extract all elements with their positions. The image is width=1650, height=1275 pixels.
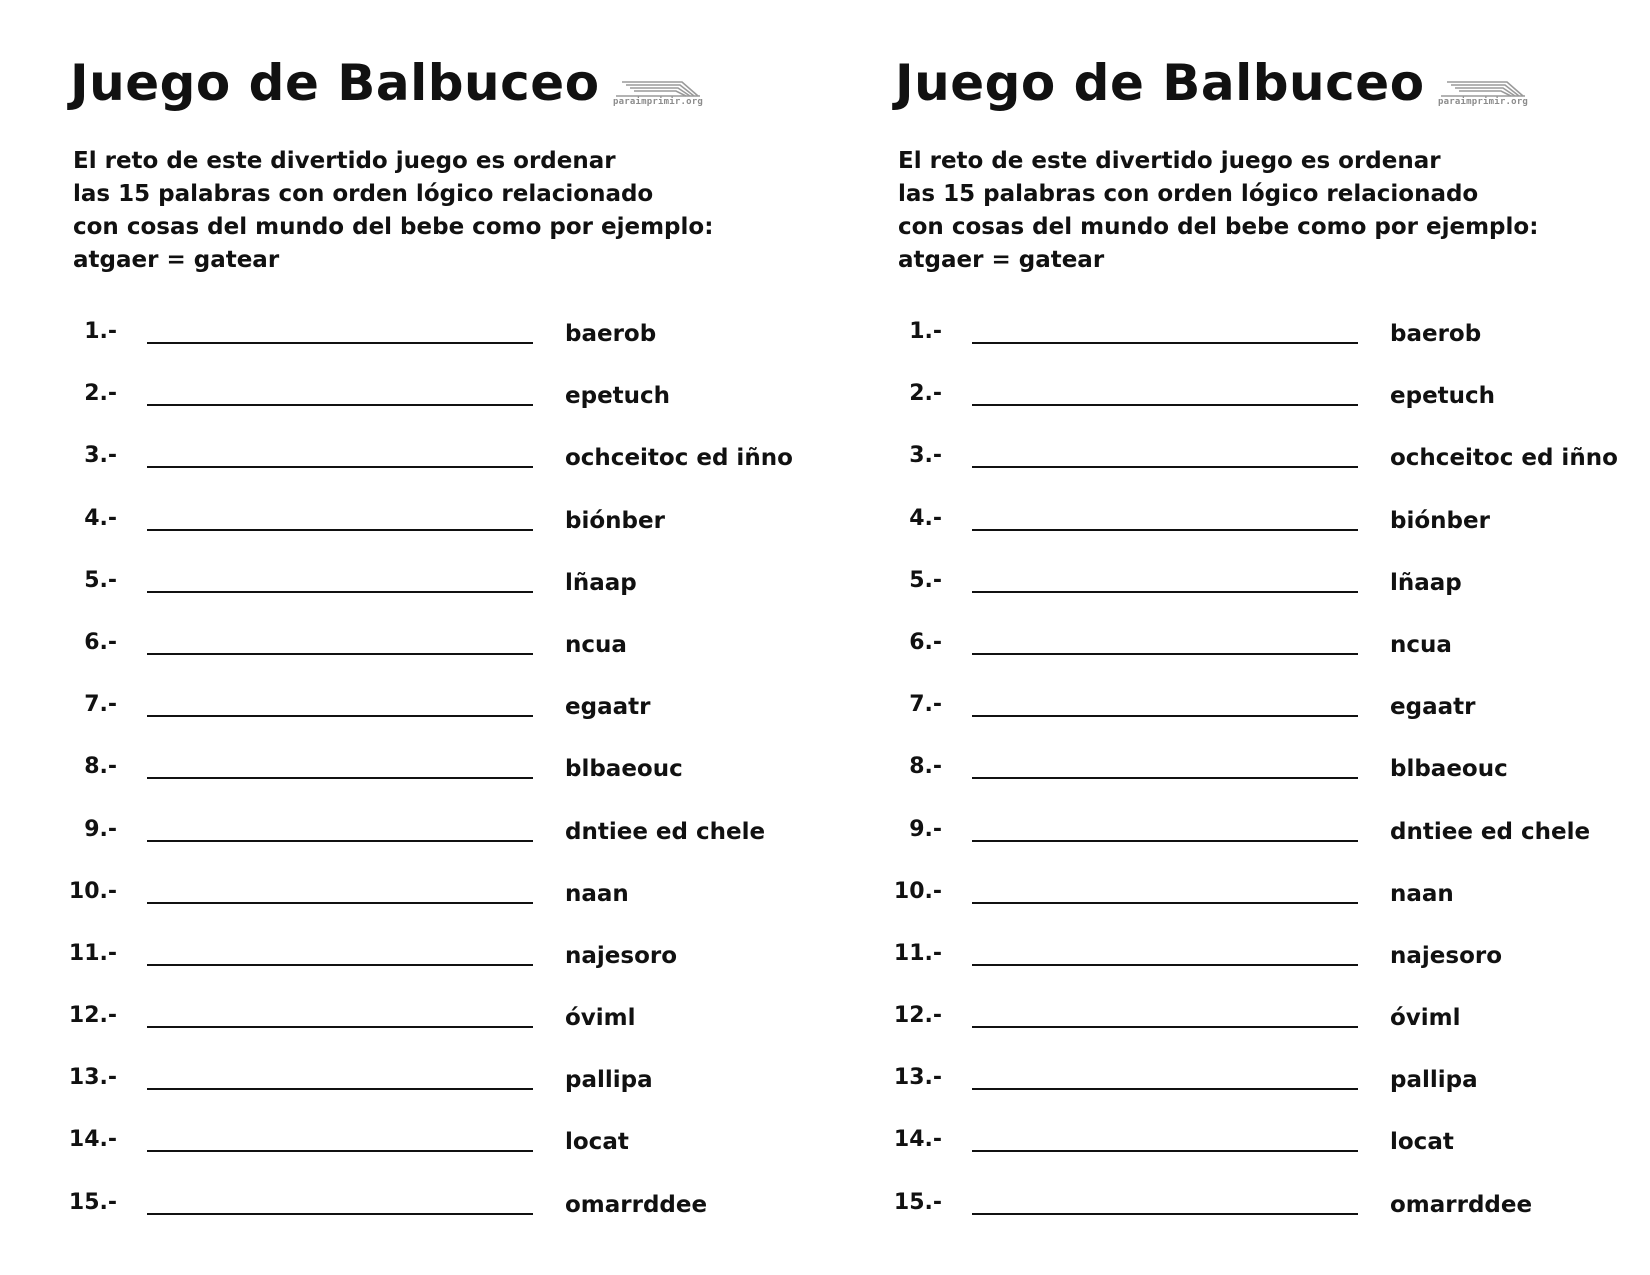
scrambled-word: óviml <box>565 1005 636 1032</box>
scrambled-word: naan <box>1390 880 1454 907</box>
answer-line <box>972 1026 1358 1028</box>
item-number: 11.- <box>68 940 117 966</box>
list-item <box>0 1187 825 1249</box>
item-number: 13.- <box>68 1065 117 1091</box>
list-item <box>825 1062 1650 1124</box>
answer-line <box>972 840 1358 842</box>
item-number: 13.- <box>893 1065 942 1091</box>
scrambled-word: locat <box>565 1129 629 1156</box>
scrambled-word: lñaap <box>1390 569 1462 596</box>
answer-line <box>147 342 533 344</box>
item-number: 12.- <box>893 1003 942 1029</box>
answer-line <box>147 715 533 717</box>
item-number: 4.- <box>84 505 117 531</box>
scrambled-word: najesoro <box>1390 942 1503 969</box>
answer-line <box>972 591 1358 593</box>
scrambled-word: naan <box>565 880 629 907</box>
answer-line <box>147 529 533 531</box>
item-number: 14.- <box>893 1127 942 1153</box>
item-number: 11.- <box>893 940 942 966</box>
answer-line <box>972 715 1358 717</box>
logo-text: paraimprimir.org <box>613 97 703 107</box>
item-number: 12.- <box>68 1003 117 1029</box>
list-item <box>0 503 825 565</box>
instruction-example: atgaer = gatear <box>898 247 1105 273</box>
logo-stripes-icon <box>1433 80 1533 98</box>
item-number: 6.- <box>909 629 942 655</box>
answer-line <box>972 1150 1358 1152</box>
answer-line <box>972 777 1358 779</box>
list-item <box>825 440 1650 502</box>
answer-line <box>972 404 1358 406</box>
item-number: 10.- <box>893 878 942 904</box>
item-number: 14.- <box>68 1127 117 1153</box>
answer-line <box>972 964 1358 966</box>
list-item <box>825 565 1650 627</box>
scrambled-word: locat <box>1390 1129 1454 1156</box>
answer-line <box>972 1213 1358 1215</box>
list-item <box>825 876 1650 938</box>
instruction-line: El reto de este divertido juego es ordenar <box>73 148 616 174</box>
answer-line <box>147 404 533 406</box>
list-item <box>0 627 825 689</box>
list-item <box>0 876 825 938</box>
scrambled-word: omarrddee <box>1390 1191 1533 1218</box>
answer-line <box>147 466 533 468</box>
item-number: 7.- <box>909 692 942 718</box>
scrambled-word: egaatr <box>1390 694 1476 721</box>
scrambled-word: biónber <box>565 507 665 534</box>
scrambled-word: dntiee ed chele <box>1390 818 1591 845</box>
list-item <box>0 1000 825 1062</box>
worksheet-right <box>825 0 1650 1275</box>
instruction-line: con cosas del mundo del bebe como por ejemplo: <box>73 214 714 240</box>
answer-line <box>147 591 533 593</box>
instruction-line: con cosas del mundo del bebe como por ejemplo: <box>898 214 1539 240</box>
logo-text: paraimprimir.org <box>1438 97 1528 107</box>
answer-line <box>147 1213 533 1215</box>
answer-line <box>972 902 1358 904</box>
list-item <box>825 1124 1650 1186</box>
answer-line <box>147 1088 533 1090</box>
answer-line <box>972 529 1358 531</box>
answer-line <box>972 342 1358 344</box>
scrambled-word: epetuch <box>565 383 671 410</box>
answer-line <box>147 902 533 904</box>
instruction-line: El reto de este divertido juego es ordenar <box>898 148 1441 174</box>
item-number: 2.- <box>909 381 942 407</box>
paraimprimir-logo <box>608 80 708 112</box>
item-number: 15.- <box>68 1189 117 1215</box>
list-item <box>0 814 825 876</box>
item-number: 9.- <box>909 816 942 842</box>
list-item <box>0 378 825 440</box>
scrambled-word: baerob <box>565 321 657 347</box>
list-item <box>0 1124 825 1186</box>
scrambled-word: óviml <box>1390 1005 1461 1032</box>
scrambled-word: najesoro <box>565 942 678 969</box>
item-number: 8.- <box>909 754 942 780</box>
list-item <box>825 751 1650 813</box>
list-item <box>825 814 1650 876</box>
list-item <box>825 378 1650 440</box>
list-item <box>0 938 825 1000</box>
answer-line <box>147 964 533 966</box>
scrambled-word: blbaeouc <box>565 756 683 783</box>
scrambled-word: biónber <box>1390 507 1490 534</box>
scrambled-word: egaatr <box>565 694 651 721</box>
paraimprimir-logo <box>1433 80 1533 112</box>
scrambled-word: omarrddee <box>565 1191 708 1218</box>
answer-line <box>972 1088 1358 1090</box>
item-number: 9.- <box>84 816 117 842</box>
list-item <box>0 440 825 502</box>
item-number: 8.- <box>84 754 117 780</box>
scrambled-word: lñaap <box>565 569 637 596</box>
scrambled-word: pallipa <box>565 1067 653 1094</box>
scrambled-word: ochceitoc ed iñno <box>1390 445 1618 472</box>
answer-line <box>147 1150 533 1152</box>
item-number: 1.- <box>84 319 117 344</box>
word-list <box>825 316 1650 1249</box>
logo-stripes-icon <box>608 80 708 98</box>
item-number: 1.- <box>909 319 942 344</box>
item-number: 5.- <box>84 567 117 593</box>
answer-line <box>147 1026 533 1028</box>
answer-line <box>972 653 1358 655</box>
list-item <box>825 503 1650 565</box>
list-item <box>0 316 825 378</box>
item-number: 7.- <box>84 692 117 718</box>
instructions <box>898 145 1638 277</box>
worksheet-title: Juego de Balbuceo <box>70 54 600 112</box>
instruction-line: las 15 palabras con orden lógico relacionado <box>898 181 1479 207</box>
list-item <box>0 565 825 627</box>
item-number: 6.- <box>84 629 117 655</box>
list-item <box>825 938 1650 1000</box>
scrambled-word: pallipa <box>1390 1067 1478 1094</box>
item-number: 15.- <box>893 1189 942 1215</box>
scrambled-word: dntiee ed chele <box>565 818 766 845</box>
scrambled-word: blbaeouc <box>1390 756 1508 783</box>
scrambled-word: ncua <box>565 631 627 658</box>
list-item <box>0 751 825 813</box>
instructions <box>73 145 813 277</box>
worksheet-title: Juego de Balbuceo <box>895 54 1425 112</box>
list-item <box>825 1187 1650 1249</box>
item-number: 2.- <box>84 381 117 407</box>
item-number: 3.- <box>84 443 117 469</box>
scrambled-word: epetuch <box>1390 383 1496 410</box>
scrambled-word: ochceitoc ed iñno <box>565 445 793 472</box>
list-item <box>0 689 825 751</box>
scrambled-word: baerob <box>1390 321 1482 347</box>
answer-line <box>147 777 533 779</box>
item-number: 5.- <box>909 567 942 593</box>
list-item <box>825 1000 1650 1062</box>
answer-line <box>147 840 533 842</box>
instruction-line: las 15 palabras con orden lógico relacionado <box>73 181 654 207</box>
scrambled-word: ncua <box>1390 631 1452 658</box>
list-item <box>0 1062 825 1124</box>
item-number: 4.- <box>909 505 942 531</box>
answer-line <box>972 466 1358 468</box>
word-list <box>0 316 825 1249</box>
item-number: 10.- <box>68 878 117 904</box>
list-item <box>825 627 1650 689</box>
list-item <box>825 316 1650 378</box>
list-item <box>825 689 1650 751</box>
instruction-example: atgaer = gatear <box>73 247 280 273</box>
item-number: 3.- <box>909 443 942 469</box>
answer-line <box>147 653 533 655</box>
